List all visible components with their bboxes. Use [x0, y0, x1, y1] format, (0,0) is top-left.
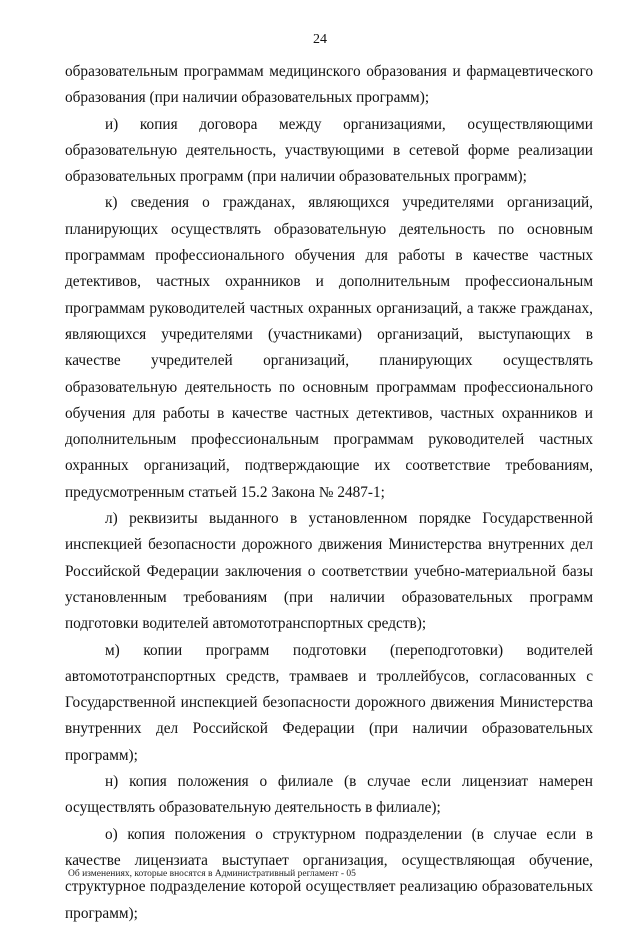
page-number: 24 — [313, 32, 327, 47]
paragraph-item-i: и) копия договора между организациями, осуществляющими образовательную деятельность, участвующими в сетевой форме реализации образовательных программ (при наличии образовательных программ); — [65, 115, 593, 186]
document-body — [65, 59, 593, 927]
paragraph-continuation: образовательным программам медицинского образования и фармацевтического образования (при наличии образовательных программ); — [65, 63, 593, 107]
paragraph-item-l: л) реквизиты выданного в установленном порядке Государственной инспекцией безопасности дорожного движения Министерства внутренних дел Российской Федерации заключения о соответствии учебно-материальной базы установленным требованиям (при наличии образовательных программ подготовки водителей автомототранспортных средств); — [65, 510, 593, 633]
paragraph-item-o: о) копия положения о структурном подразделении (в случае если в качестве лицензиата выступает организация, осуществляющая обучение, структурное подразделение которой осуществляет реализацию образовательных программ); — [65, 825, 593, 922]
paragraph-item-m: м) копии программ подготовки (переподготовки) водителей автомототранспортных средств, трамваев и троллейбусов, согласованных с Государственной инспекцией безопасности дорожного движения Министерства внутренних дел Российской Федерации (при наличии образовательных программ); — [65, 641, 593, 764]
page-footer: Об изменениях, которые вносятся в Административный регламент - 05 — [68, 869, 356, 879]
paragraph-item-n: н) копия положения о филиале (в случае если лицензиат намерен осуществлять образовательную деятельность в филиале); — [65, 773, 593, 817]
paragraph-item-k: к) сведения о гражданах, являющихся учредителями организаций, планирующих осуществлять образовательную деятельность по основным программам профессионального обучения для работы в качестве частных детективов, частных охранников и дополнительным профессиональным программам руководителей частных охранных организаций, а также гражданах, являющихся учредителями (участниками) организаций, выступающих в качестве учредителей организаций, планирующих осуществлять образовательную деятельность по основным программам профессионального обучения для работы в качестве частных детективов, частных охранников и дополнительным профессиональным программам руководителей частных охранных организаций, подтверждающие их соответствие требованиям, предусмотренным статьей 15.2 Закона № 2487-1; — [65, 194, 593, 501]
